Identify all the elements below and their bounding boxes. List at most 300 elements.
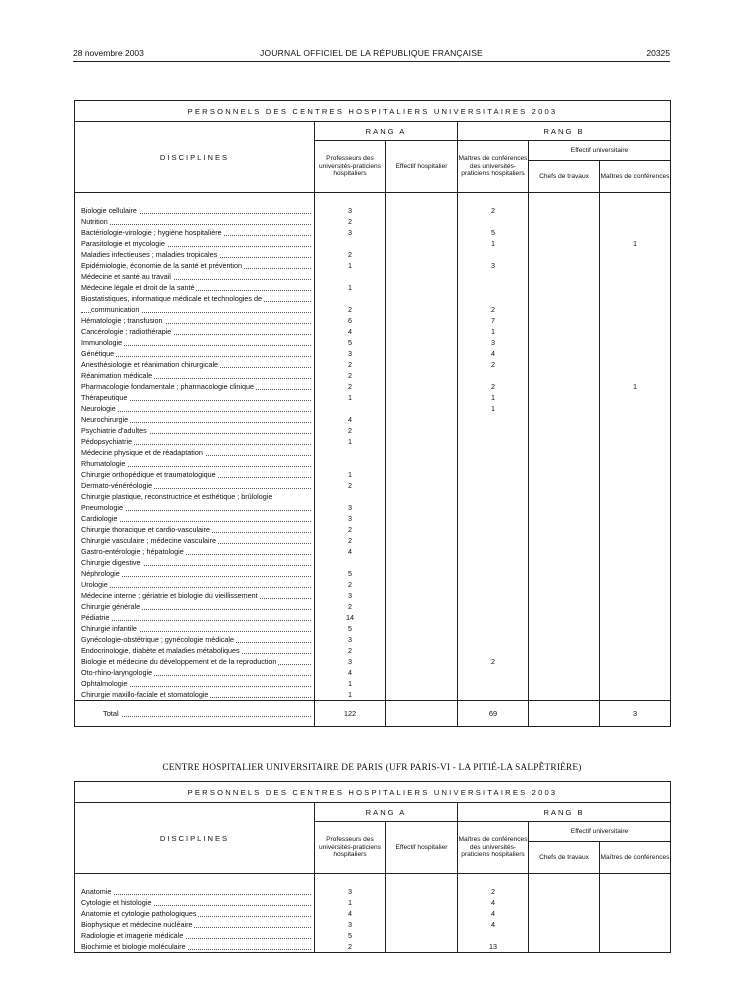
cell-mc xyxy=(600,414,671,425)
discipline-name: Biologie cellulaire xyxy=(75,205,315,216)
effectif-universitaire-header: Effectif universitaire xyxy=(529,141,671,161)
cell-ct xyxy=(529,930,600,941)
table-row xyxy=(75,227,671,238)
cell-mc xyxy=(600,282,671,293)
cell-pu: 2 xyxy=(315,535,386,546)
cell-ct xyxy=(529,216,600,227)
cell-eh xyxy=(386,326,458,337)
table-row xyxy=(75,260,671,271)
cell-mcu: 13 xyxy=(458,941,529,953)
cell-ct xyxy=(529,513,600,524)
cell-mcu xyxy=(458,634,529,645)
cell-pu: 3 xyxy=(315,513,386,524)
cell-ct xyxy=(529,469,600,480)
table-row xyxy=(75,458,671,469)
cell-ct xyxy=(529,403,600,414)
table-row xyxy=(75,271,671,282)
cell-mcu xyxy=(458,414,529,425)
cell-ct xyxy=(529,370,600,381)
discipline-name: Urologie xyxy=(75,579,315,590)
table-row xyxy=(75,941,671,953)
cell-mcu: 3 xyxy=(458,260,529,271)
chefs-travaux-header: Chefs de travaux xyxy=(529,842,600,874)
discipline-name: Chirurgie thoracique et cardio-vasculaire xyxy=(75,524,315,535)
discipline-name: Neurochirurgie xyxy=(75,414,315,425)
total-eh xyxy=(386,700,458,726)
cell-eh xyxy=(386,513,458,524)
table-row xyxy=(75,480,671,491)
cell-pu: 2 xyxy=(315,370,386,381)
cell-eh xyxy=(386,634,458,645)
cell-mcu: 5 xyxy=(458,227,529,238)
table-row xyxy=(75,513,671,524)
cell-pu: 2 xyxy=(315,480,386,491)
cell-mcu xyxy=(458,469,529,480)
cell-mcu xyxy=(458,930,529,941)
cell-eh xyxy=(386,568,458,579)
table-row xyxy=(75,447,671,458)
cell-pu: 4 xyxy=(315,326,386,337)
page-header xyxy=(73,48,670,62)
discipline-name: Chirurgie vasculaire ; médecine vasculaire xyxy=(75,535,315,546)
cell-mc xyxy=(600,458,671,469)
cell-mc xyxy=(600,425,671,436)
discipline-name: Cytologie et histologie xyxy=(75,897,315,908)
header-date: 28 novembre 2003 xyxy=(73,48,144,58)
cell-ct xyxy=(529,458,600,469)
cell-mcu xyxy=(458,282,529,293)
personnel-table-2 xyxy=(74,781,671,953)
table-row xyxy=(75,392,671,403)
rang-a-header: RANG A xyxy=(315,803,458,822)
cell-mcu xyxy=(458,293,529,304)
table-row xyxy=(75,623,671,634)
cell-eh xyxy=(386,238,458,249)
cell-ct xyxy=(529,447,600,458)
maitres-conferences-header: Maîtres de conférences xyxy=(600,161,671,193)
cell-ct xyxy=(529,381,600,392)
discipline-name: Réanimation médicale xyxy=(75,370,315,381)
header-page-number: 20325 xyxy=(646,48,670,58)
total-label: Total xyxy=(75,700,315,726)
cell-pu: 4 xyxy=(315,908,386,919)
cell-mcu xyxy=(458,645,529,656)
cell-mcu: 4 xyxy=(458,348,529,359)
cell-eh xyxy=(386,612,458,623)
cell-mcu: 2 xyxy=(458,359,529,370)
cell-eh xyxy=(386,897,458,908)
cell-eh xyxy=(386,667,458,678)
maitres-conferences-header: Maîtres de conférences xyxy=(600,842,671,874)
cell-pu: 2 xyxy=(315,216,386,227)
maitres-conferences-ph-header: Maîtres de conférences des universités-praticiens hospitaliers xyxy=(458,141,529,193)
cell-mcu xyxy=(458,216,529,227)
cell-mc xyxy=(600,579,671,590)
cell-ct xyxy=(529,568,600,579)
discipline-name: Médecine et santé au travail xyxy=(75,271,315,282)
table-row xyxy=(75,524,671,535)
effectif-universitaire-header: Effectif universitaire xyxy=(529,822,671,842)
cell-mc xyxy=(600,491,671,502)
cell-mc xyxy=(600,689,671,701)
cell-eh xyxy=(386,645,458,656)
cell-eh xyxy=(386,689,458,701)
cell-ct xyxy=(529,590,600,601)
cell-eh xyxy=(386,392,458,403)
cell-pu: 3 xyxy=(315,590,386,601)
cell-eh xyxy=(386,524,458,535)
cell-mcu xyxy=(458,271,529,282)
cell-mcu: 2 xyxy=(458,205,529,216)
cell-mc xyxy=(600,612,671,623)
cell-pu: 4 xyxy=(315,667,386,678)
cell-mcu: 4 xyxy=(458,897,529,908)
cell-ct xyxy=(529,678,600,689)
discipline-name: Ophtalmologie xyxy=(75,678,315,689)
discipline-name: Médecine légale et droit de la santé xyxy=(75,282,315,293)
table-row xyxy=(75,205,671,216)
cell-mc xyxy=(600,930,671,941)
cell-mcu: 2 xyxy=(458,304,529,315)
discipline-name: Anatomie xyxy=(75,886,315,897)
discipline-name: Radiologie et imagerie médicale xyxy=(75,930,315,941)
table-row xyxy=(75,436,671,447)
cell-pu: 2 xyxy=(315,524,386,535)
cell-mcu xyxy=(458,480,529,491)
cell-pu: 1 xyxy=(315,282,386,293)
table-row xyxy=(75,535,671,546)
cell-mcu xyxy=(458,491,529,502)
cell-pu: 2 xyxy=(315,425,386,436)
cell-pu: 1 xyxy=(315,392,386,403)
cell-mc xyxy=(600,897,671,908)
cell-mcu xyxy=(458,623,529,634)
table-row xyxy=(75,293,671,304)
cell-ct xyxy=(529,425,600,436)
cell-eh xyxy=(386,678,458,689)
cell-ct xyxy=(529,337,600,348)
table-row xyxy=(75,886,671,897)
section-2-title: CENTRE HOSPITALIER UNIVERSITAIRE DE PARIS (UFR PARIS-VI - LA PITIÉ-LA SALPÊTRIÈRE) xyxy=(162,763,582,773)
cell-mcu xyxy=(458,612,529,623)
discipline-name: Pneumologie xyxy=(75,502,315,513)
discipline-name: Gynécologie-obstétrique ; gynécologie médicale xyxy=(75,634,315,645)
cell-eh xyxy=(386,491,458,502)
discipline-name: Endocrinologie, diabète et maladies métaboliques xyxy=(75,645,315,656)
cell-eh xyxy=(386,656,458,667)
cell-eh xyxy=(386,304,458,315)
discipline-name: Anatomie et cytologie pathologiques xyxy=(75,908,315,919)
table-row xyxy=(75,897,671,908)
cell-mcu: 3 xyxy=(458,337,529,348)
discipline-name: Pédopsychiatrie xyxy=(75,436,315,447)
cell-ct xyxy=(529,293,600,304)
table-row xyxy=(75,546,671,557)
cell-ct xyxy=(529,557,600,568)
cell-eh xyxy=(386,216,458,227)
cell-ct xyxy=(529,524,600,535)
cell-eh xyxy=(386,908,458,919)
cell-mcu: 2 xyxy=(458,656,529,667)
cell-mc xyxy=(600,370,671,381)
cell-eh xyxy=(386,447,458,458)
table-row xyxy=(75,919,671,930)
table-row xyxy=(75,315,671,326)
cell-mcu xyxy=(458,601,529,612)
table-row xyxy=(75,282,671,293)
cell-mcu: 2 xyxy=(458,381,529,392)
cell-eh xyxy=(386,535,458,546)
table-row xyxy=(75,645,671,656)
cell-mc xyxy=(600,524,671,535)
discipline-name: Pédiatrie xyxy=(75,612,315,623)
table-title: PERSONNELS DES CENTRES HOSPITALIERS UNIVERSITAIRES 2003 xyxy=(75,782,671,803)
table-row xyxy=(75,348,671,359)
cell-ct xyxy=(529,919,600,930)
cell-pu: 2 xyxy=(315,601,386,612)
cell-ct xyxy=(529,260,600,271)
cell-mc xyxy=(600,502,671,513)
discipline-name: Gastro-entérologie ; hépatologie xyxy=(75,546,315,557)
cell-eh xyxy=(386,370,458,381)
cell-pu xyxy=(315,491,386,502)
discipline-name: Maladies infectieuses ; maladies tropicales xyxy=(75,249,315,260)
cell-mc xyxy=(600,392,671,403)
table-row xyxy=(75,689,671,701)
cell-ct xyxy=(529,623,600,634)
cell-pu: 5 xyxy=(315,568,386,579)
cell-mcu: 4 xyxy=(458,919,529,930)
cell-eh xyxy=(386,260,458,271)
discipline-name: Biophysique et médecine nucléaire xyxy=(75,919,315,930)
discipline-name: Chirurgie plastique, reconstructrice et esthétique ; brûlologie xyxy=(75,491,315,502)
cell-eh xyxy=(386,227,458,238)
cell-eh xyxy=(386,436,458,447)
cell-mcu xyxy=(458,667,529,678)
cell-pu: 5 xyxy=(315,930,386,941)
total-pu: 122 xyxy=(315,700,386,726)
cell-mcu xyxy=(458,425,529,436)
cell-ct xyxy=(529,414,600,425)
discipline-name: Néphrologie xyxy=(75,568,315,579)
table-row xyxy=(75,304,671,315)
cell-mcu xyxy=(458,689,529,701)
cell-mc xyxy=(600,535,671,546)
professeurs-header: Professeurs des universités-praticiens hospitaliers xyxy=(315,141,386,193)
cell-mcu xyxy=(458,502,529,513)
cell-mc xyxy=(600,941,671,953)
cell-eh xyxy=(386,205,458,216)
cell-mcu xyxy=(458,678,529,689)
table-title: PERSONNELS DES CENTRES HOSPITALIERS UNIVERSITAIRES 2003 xyxy=(75,101,671,122)
cell-eh xyxy=(386,919,458,930)
cell-pu xyxy=(315,447,386,458)
table-row xyxy=(75,491,671,502)
discipline-name: Hématologie ; transfusion xyxy=(75,315,315,326)
cell-pu xyxy=(315,271,386,282)
cell-ct xyxy=(529,326,600,337)
cell-mcu xyxy=(458,249,529,260)
discipline-name: Biologie et médecine du développement et de la reproduction xyxy=(75,656,315,667)
cell-eh xyxy=(386,480,458,491)
cell-mcu xyxy=(458,568,529,579)
table-row xyxy=(75,238,671,249)
cell-eh xyxy=(386,601,458,612)
discipline-name: Cardiologie xyxy=(75,513,315,524)
cell-mcu xyxy=(458,579,529,590)
cell-mcu: 2 xyxy=(458,886,529,897)
cell-pu: 2 xyxy=(315,645,386,656)
cell-mc xyxy=(600,304,671,315)
cell-eh xyxy=(386,941,458,953)
cell-pu: 2 xyxy=(315,304,386,315)
cell-pu: 3 xyxy=(315,205,386,216)
cell-eh xyxy=(386,579,458,590)
discipline-name: Chirurgie maxillo-faciale et stomatologie xyxy=(75,689,315,701)
cell-mc xyxy=(600,919,671,930)
cell-eh xyxy=(386,590,458,601)
cell-mc xyxy=(600,403,671,414)
cell-pu xyxy=(315,557,386,568)
cell-ct xyxy=(529,392,600,403)
cell-mcu xyxy=(458,513,529,524)
cell-mc xyxy=(600,447,671,458)
effectif-hospitalier-header: Effectif hospitalier xyxy=(386,141,458,193)
cell-mc xyxy=(600,678,671,689)
cell-ct xyxy=(529,227,600,238)
discipline-name: Oto-rhino-laryngologie xyxy=(75,667,315,678)
cell-pu: 6 xyxy=(315,315,386,326)
total-row xyxy=(75,700,671,726)
cell-eh xyxy=(386,623,458,634)
cell-pu: 3 xyxy=(315,886,386,897)
table-row xyxy=(75,557,671,568)
cell-mcu: 1 xyxy=(458,238,529,249)
table-row xyxy=(75,612,671,623)
cell-mcu xyxy=(458,436,529,447)
cell-mc xyxy=(600,249,671,260)
rang-a-header: RANG A xyxy=(315,122,458,141)
discipline-name: Nutrition xyxy=(75,216,315,227)
discipline-name: Immunologie xyxy=(75,337,315,348)
cell-mc xyxy=(600,315,671,326)
discipline-name: Dermato-vénéréologie xyxy=(75,480,315,491)
cell-mc xyxy=(600,623,671,634)
cell-pu xyxy=(315,238,386,249)
table-row xyxy=(75,249,671,260)
discipline-name: Cancérologie ; radiothérapie xyxy=(75,326,315,337)
discipline-name: Pharmacologie fondamentale ; pharmacologie clinique xyxy=(75,381,315,392)
cell-eh xyxy=(386,930,458,941)
table-row xyxy=(75,381,671,392)
cell-pu: 5 xyxy=(315,623,386,634)
cell-mc xyxy=(600,667,671,678)
chefs-travaux-header: Chefs de travaux xyxy=(529,161,600,193)
cell-mc xyxy=(600,271,671,282)
cell-eh xyxy=(386,546,458,557)
cell-ct xyxy=(529,348,600,359)
header-journal-title: JOURNAL OFFICIEL DE LA RÉPUBLIQUE FRANÇAISE xyxy=(260,48,483,58)
cell-pu: 3 xyxy=(315,656,386,667)
cell-mc xyxy=(600,205,671,216)
table-row xyxy=(75,568,671,579)
table-row xyxy=(75,425,671,436)
cell-ct xyxy=(529,502,600,513)
cell-mc xyxy=(600,634,671,645)
discipline-name: Médecine physique et de réadaptation xyxy=(75,447,315,458)
cell-eh xyxy=(386,403,458,414)
table-row xyxy=(75,216,671,227)
cell-eh xyxy=(386,458,458,469)
cell-eh xyxy=(386,293,458,304)
cell-eh xyxy=(386,348,458,359)
cell-pu: 1 xyxy=(315,689,386,701)
cell-eh xyxy=(386,414,458,425)
cell-mc xyxy=(600,337,671,348)
cell-mcu: 1 xyxy=(458,326,529,337)
cell-pu: 1 xyxy=(315,436,386,447)
cell-ct xyxy=(529,304,600,315)
table-row xyxy=(75,326,671,337)
cell-mc xyxy=(600,293,671,304)
cell-mcu: 1 xyxy=(458,403,529,414)
table-row xyxy=(75,634,671,645)
cell-mc xyxy=(600,260,671,271)
cell-mcu xyxy=(458,458,529,469)
discipline-name: Parasitologie et mycologie xyxy=(75,238,315,249)
cell-ct xyxy=(529,359,600,370)
cell-mc xyxy=(600,656,671,667)
cell-ct xyxy=(529,238,600,249)
cell-eh xyxy=(386,381,458,392)
cell-mcu xyxy=(458,535,529,546)
cell-pu: 1 xyxy=(315,897,386,908)
discipline-name: Chirurgie orthopédique et traumatologique xyxy=(75,469,315,480)
cell-ct xyxy=(529,941,600,953)
table-row xyxy=(75,502,671,513)
table-row xyxy=(75,579,671,590)
cell-pu: 3 xyxy=(315,919,386,930)
cell-pu: 3 xyxy=(315,227,386,238)
cell-mcu xyxy=(458,370,529,381)
cell-eh xyxy=(386,469,458,480)
cell-pu xyxy=(315,458,386,469)
cell-ct xyxy=(529,897,600,908)
cell-mcu: 4 xyxy=(458,908,529,919)
cell-pu: 1 xyxy=(315,678,386,689)
cell-eh xyxy=(386,337,458,348)
cell-pu: 2 xyxy=(315,249,386,260)
cell-ct xyxy=(529,546,600,557)
discipline-name: Psychiatrie d'adultes xyxy=(75,425,315,436)
cell-ct xyxy=(529,535,600,546)
cell-mc xyxy=(600,546,671,557)
discipline-name: Chirurgie infantile xyxy=(75,623,315,634)
cell-ct xyxy=(529,205,600,216)
professeurs-header: Professeurs des universités-praticiens hospitaliers xyxy=(315,822,386,874)
discipline-name: Génétique xyxy=(75,348,315,359)
cell-ct xyxy=(529,908,600,919)
cell-mcu xyxy=(458,590,529,601)
cell-ct xyxy=(529,601,600,612)
cell-mc xyxy=(600,227,671,238)
cell-ct xyxy=(529,315,600,326)
table-row xyxy=(75,601,671,612)
discipline-name: Thérapeutique xyxy=(75,392,315,403)
cell-pu: 3 xyxy=(315,502,386,513)
cell-mcu xyxy=(458,546,529,557)
cell-pu: 14 xyxy=(315,612,386,623)
